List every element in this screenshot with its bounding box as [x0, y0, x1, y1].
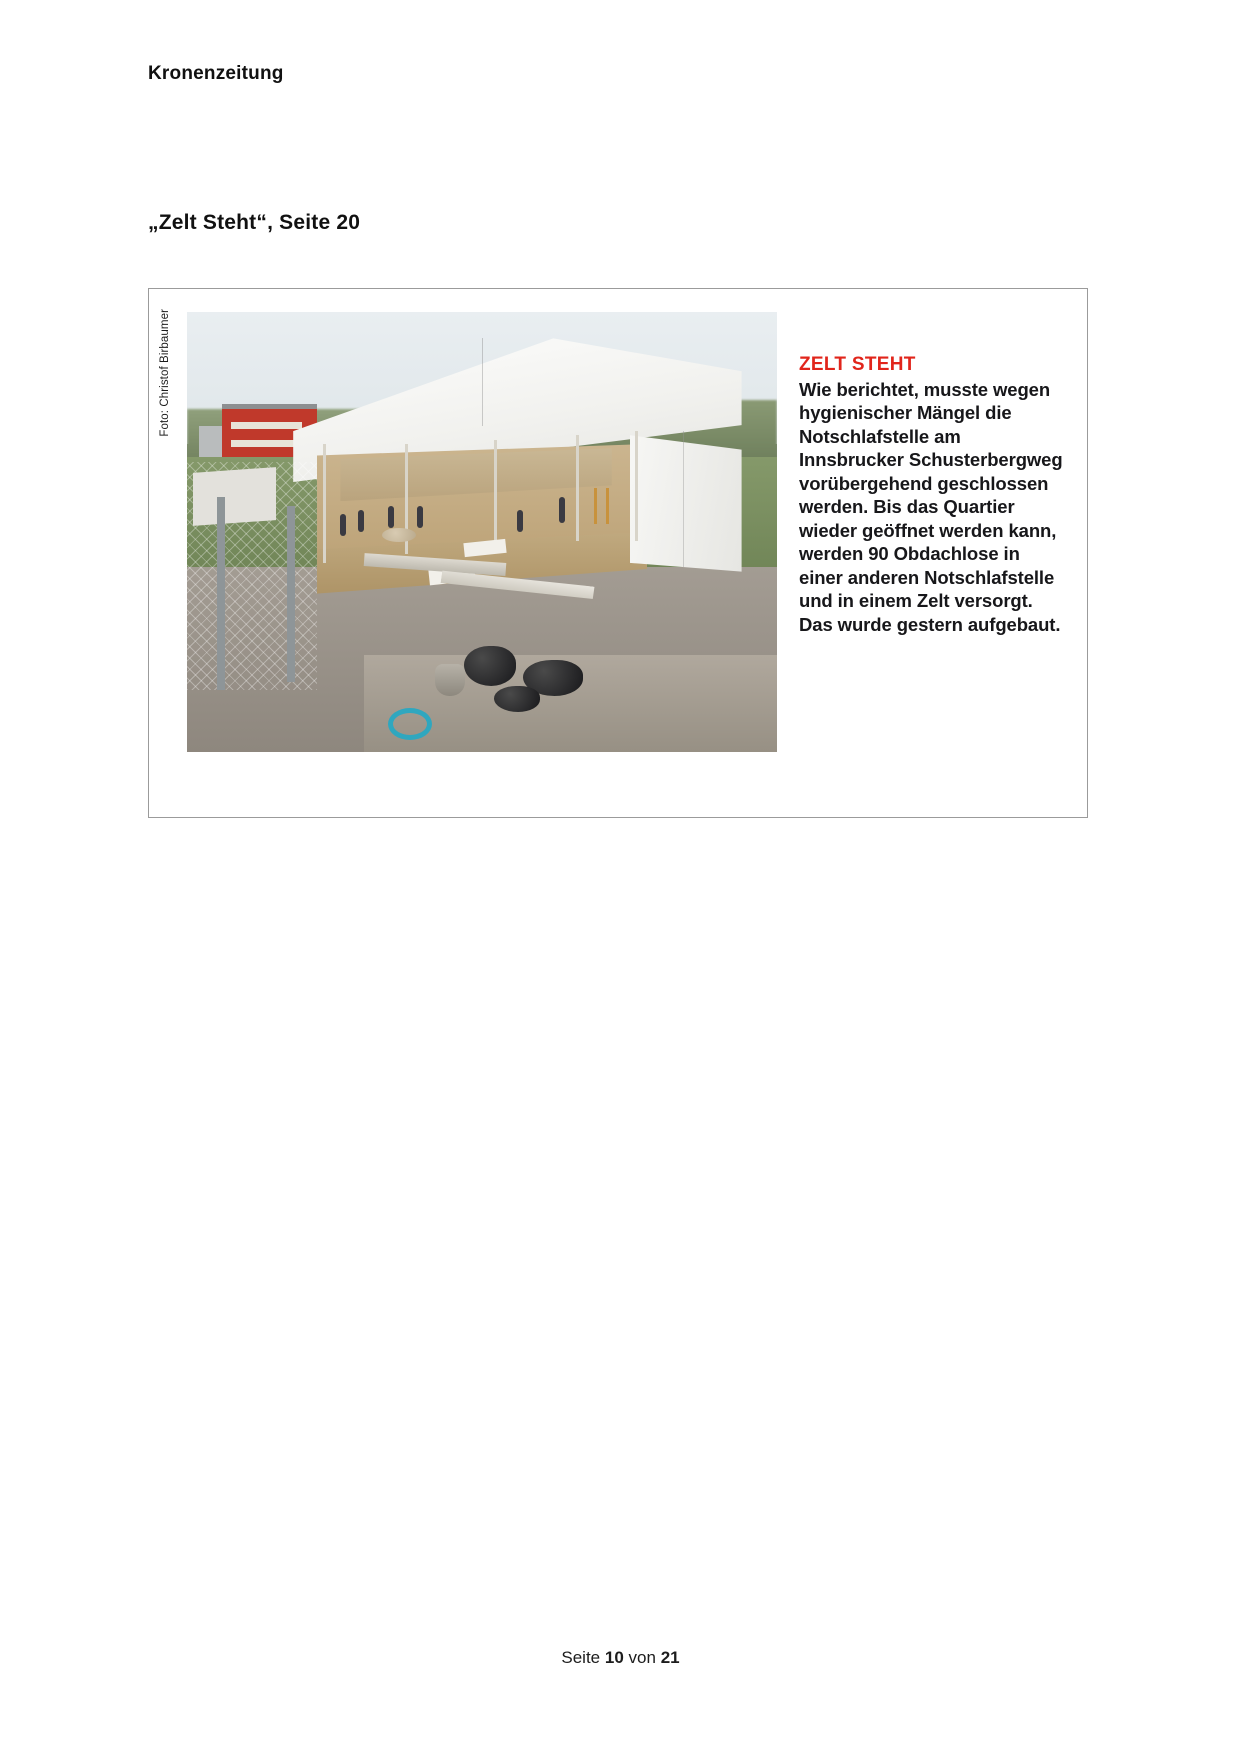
- worker-silhouette: [388, 506, 394, 528]
- worker-silhouette: [358, 510, 364, 532]
- tent-ridge-line: [482, 338, 483, 426]
- tent-end-wall-seam: [683, 431, 684, 567]
- ladder: [594, 488, 597, 524]
- fence-panel: [193, 468, 276, 527]
- footer-page-number: 10: [604, 1648, 624, 1667]
- footer-middle: von: [628, 1648, 656, 1667]
- caption-column: [799, 312, 1065, 795]
- clipping-body: [187, 289, 1087, 817]
- sand-pile: [382, 528, 416, 542]
- page-header-title: Kronenzeitung: [148, 63, 284, 84]
- newspaper-clipping: [148, 288, 1088, 818]
- building-window-row: [231, 422, 302, 429]
- tent-pole: [494, 440, 497, 546]
- building-window-row: [231, 440, 302, 447]
- tent-pole: [635, 431, 638, 541]
- caption-body: Wie berichtet, musste wegen hygienischer Mängel die Notschlafstelle am Innsbrucker Schusterbergweg vorübergehend geschlossen werden. Bis das Quartier wieder geöffnet werden kann, werden 90 Obdachlose in einer anderen Notschlafstelle und in einem Zelt versorgt. Das wurde gestern aufgebaut.: [799, 379, 1063, 635]
- tent-end-wall: [630, 426, 742, 571]
- page-footer: [0, 1648, 1241, 1668]
- fence-post: [217, 497, 225, 691]
- tent-pole: [323, 444, 326, 563]
- tent-pole: [576, 435, 579, 541]
- garbage-bag: [464, 646, 516, 686]
- photo-credit-column: [149, 289, 187, 817]
- caption-title: ZELT STEHT: [799, 354, 916, 375]
- worker-silhouette: [340, 514, 346, 536]
- article-heading: „Zelt Steht“, Seite 20: [148, 211, 361, 234]
- fence-post: [287, 506, 295, 682]
- tent-construction-photo: [187, 312, 777, 752]
- worker-silhouette: [417, 506, 423, 528]
- worker-silhouette: [517, 510, 523, 532]
- footer-total-pages: 21: [660, 1648, 680, 1667]
- photo-credit: Foto: Christof Birbaumer: [159, 309, 171, 437]
- garbage-bag: [494, 686, 540, 712]
- footer-prefix: Seite: [561, 1648, 601, 1667]
- ladder: [606, 488, 609, 524]
- bucket: [435, 664, 465, 696]
- blue-hose: [388, 708, 432, 740]
- worker-silhouette: [559, 497, 565, 523]
